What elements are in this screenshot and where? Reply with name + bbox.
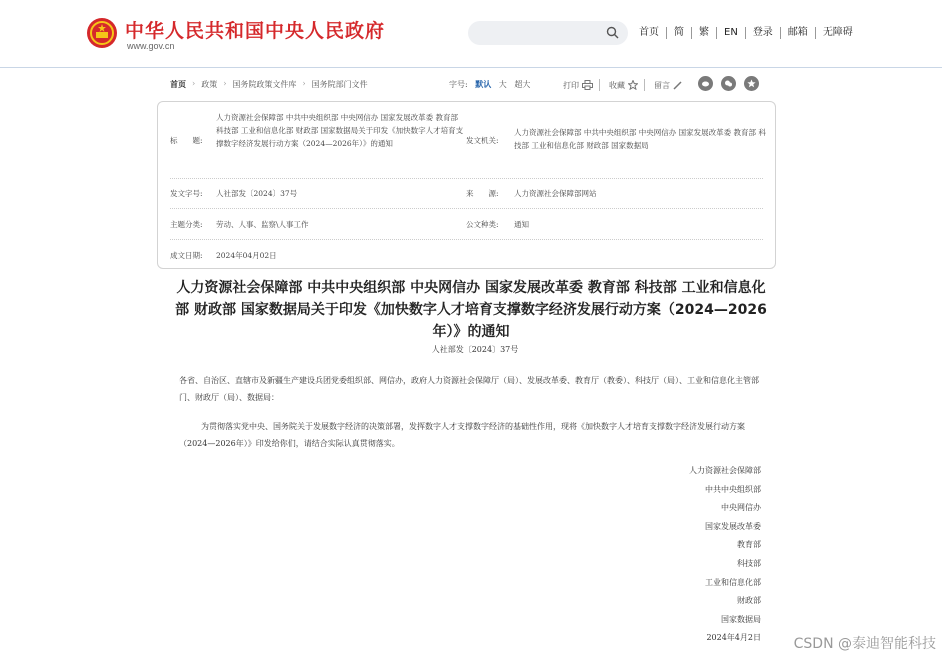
tool-divider — [644, 79, 645, 91]
signer: 教育部 — [737, 540, 761, 550]
pencil-icon — [673, 81, 682, 90]
breadcrumb-bar — [157, 76, 776, 94]
search-icon[interactable] — [606, 26, 619, 39]
meta-docno-label: 发文字号: — [170, 189, 203, 198]
message-button[interactable] — [654, 80, 682, 91]
nav-mail[interactable]: 邮箱 — [780, 27, 815, 39]
site-url[interactable]: www.gov.cn — [127, 41, 175, 51]
document-addressee: 各省、自治区、直辖市及新疆生产建设兵团党委组织部、网信办，政府人力资源社会保障厅（局）、发展改革委、教育厅（教委）、科技厅（局）、工业和信息化主管部门、财政厅（局）、数据局： — [179, 376, 759, 402]
meta-source-label: 来 源: — [466, 189, 499, 198]
wechat-share-icon[interactable] — [721, 76, 736, 91]
weibo-share-icon[interactable] — [698, 76, 713, 91]
meta-topic-label: 主题分类: — [170, 220, 203, 229]
meta-type-value: 通知 — [514, 220, 529, 229]
meta-topic-value: 劳动、人事、监察\人事工作 — [216, 220, 309, 229]
search-input[interactable] — [468, 21, 628, 45]
site-header — [0, 0, 942, 68]
nav-english[interactable]: EN — [716, 27, 745, 39]
tool-divider — [599, 79, 600, 91]
nav-login[interactable]: 登录 — [745, 27, 780, 39]
breadcrumb-separator: › — [223, 79, 227, 88]
signatories — [689, 465, 761, 651]
signer: 工业和信息化部 — [705, 577, 761, 587]
font-size-label: 字号: — [449, 80, 468, 89]
document-title: 人力资源社会保障部 中共中央组织部 中央网信办 国家发展改革委 教育部 科技部 工业和信息化部 财政部 国家数据局关于印发《加快数字人才培育支撑数字经济发展行动方案（2024—2026年）》的通知 — [175, 280, 767, 340]
font-size-switcher — [449, 79, 535, 90]
watermark: CSDN @泰迪智能科技 — [793, 636, 936, 652]
message-label: 留言 — [654, 80, 670, 90]
document-metadata — [157, 101, 776, 269]
meta-type-label: 公文种类: — [466, 220, 499, 229]
meta-docno-value: 人社部发〔2024〕37号 — [216, 189, 298, 198]
breadcrumb-separator: › — [192, 79, 196, 88]
breadcrumb-policy-library[interactable]: 国务院政策文件库 — [232, 80, 297, 89]
meta-issuer-value: 人力资源社会保障部 中共中央组织部 中央网信办 国家发展改革委 教育部 科技部 工业和信息化部 财政部 国家数据局 — [514, 128, 766, 150]
nav-home[interactable]: 首页 — [639, 27, 659, 38]
font-size-default[interactable]: 默认 — [475, 79, 492, 89]
star-icon — [628, 80, 638, 90]
font-size-xlarge[interactable]: 超大 — [514, 80, 531, 89]
signer: 国家发展改革委 — [705, 521, 761, 531]
breadcrumb — [170, 79, 374, 90]
breadcrumb-policy[interactable]: 政策 — [201, 80, 218, 89]
site-title[interactable]: 中华人民共和国中央人民政府 — [125, 20, 386, 42]
page-tools — [563, 79, 691, 91]
meta-issuer-label: 发文机关: — [466, 136, 499, 145]
signer: 中共中央组织部 — [705, 484, 761, 494]
nav-accessibility[interactable]: 无障碍 — [815, 27, 860, 39]
meta-date-label: 成文日期: — [170, 251, 203, 260]
font-size-large[interactable]: 大 — [498, 80, 507, 89]
breadcrumb-home[interactable]: 首页 — [170, 79, 186, 89]
print-button[interactable] — [563, 80, 593, 91]
nav-simplified[interactable]: 简 — [666, 27, 691, 39]
signer: 人力资源社会保障部 — [689, 466, 761, 475]
meta-row-date — [170, 240, 763, 269]
meta-row-topic — [170, 209, 763, 240]
meta-row-docno — [170, 179, 763, 209]
share-buttons — [698, 76, 767, 91]
meta-title-value: 人力资源社会保障部 中共中央组织部 中央网信办 国家发展改革委 教育部 科技部 工业和信息化部 财政部 国家数据局关于印发《加快数字人才培育支撑数字经济发展行动方案（2024—2026年）》的通知 — [216, 113, 464, 148]
favorite-label: 收藏 — [609, 80, 625, 90]
nav-traditional[interactable]: 繁 — [691, 27, 716, 39]
signer: 中央网信办 — [721, 503, 761, 513]
meta-date-value: 2024年04月02日 — [216, 251, 277, 260]
national-emblem-icon[interactable] — [86, 16, 118, 50]
printer-icon — [582, 80, 593, 90]
favorite-button[interactable] — [609, 80, 638, 91]
breadcrumb-department-docs[interactable]: 国务院部门文件 — [311, 80, 368, 89]
meta-title-label: 标 题: — [170, 136, 203, 145]
print-label: 打印 — [563, 80, 579, 90]
signer: 国家数据局 — [721, 614, 761, 624]
top-nav — [639, 27, 860, 39]
meta-source-value: 人力资源社会保障部网站 — [514, 189, 597, 198]
meta-row-title — [170, 102, 766, 179]
document-number: 人社部发〔2024〕37号 — [431, 345, 519, 354]
document-body: 为贯彻落实党中央、国务院关于发展数字经济的决策部署，发挥数字人才支撑数字经济的基础性作用，现将《加快数字人才培育支撑数字经济发展行动方案（2024—2026年）》印发给你们，请结合实际认真贯彻落实。 — [179, 422, 745, 448]
breadcrumb-separator: › — [302, 79, 306, 88]
signer: 财政部 — [737, 596, 761, 606]
signing-date: 2024年4月2日 — [706, 633, 761, 643]
favorite-share-icon[interactable] — [744, 76, 759, 91]
signer: 科技部 — [737, 558, 761, 568]
